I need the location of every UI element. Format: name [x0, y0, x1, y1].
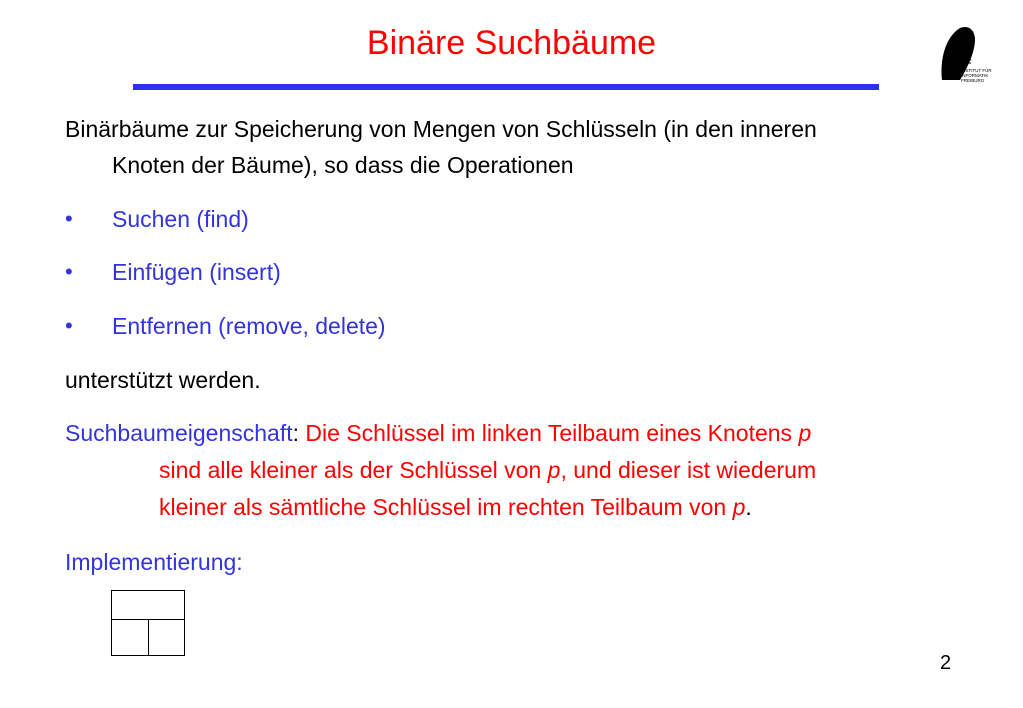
iif-logo: [930, 22, 1002, 84]
property-var-2: p: [547, 457, 561, 483]
property-colon: :: [292, 420, 299, 446]
logo-line-1: INSTITUT FÜR: [961, 68, 992, 73]
title-underline: [133, 84, 879, 90]
slide-title: Binäre Suchbäume: [366, 24, 657, 62]
property-line-1: [65, 416, 811, 450]
node-divider-vertical: [148, 619, 149, 655]
bullet-insert: Einfügen (insert): [112, 259, 281, 285]
property-var-3: p: [732, 494, 746, 520]
property-text-3: kleiner als sämtliche Schlüssel im rechten Teilbaum von: [159, 494, 733, 520]
supported-text: unterstützt werden.: [65, 367, 261, 393]
logo-line-2: INFORMATIK: [961, 73, 989, 78]
intro-line-2: Knoten der Bäume), so dass die Operationen: [112, 152, 574, 178]
property-text-2: sind alle kleiner als der Schlüssel von: [159, 457, 548, 483]
bullet-marker-1: •: [65, 206, 73, 231]
property-var-1: p: [798, 420, 812, 446]
bullet-marker-2: •: [65, 259, 73, 284]
node-structure-diagram: [111, 590, 185, 656]
intro-line-1: Binärbäume zur Speicherung von Mengen von Schlüsseln (in den inneren: [65, 116, 817, 142]
logo-line-3: FREIBURG: [961, 78, 985, 83]
bullet-find: Suchen (find): [112, 206, 249, 232]
property-line-3: [159, 490, 752, 524]
logo-abbrev: IIF: [961, 58, 972, 68]
bullet-remove: Entfernen (remove, delete): [112, 313, 386, 339]
property-label: Suchbaumeigenschaft: [65, 420, 293, 446]
property-rest-2: , und dieser ist wiederum: [560, 457, 817, 483]
property-text-1: Die Schlüssel im linken Teilbaum eines Knotens: [305, 420, 799, 446]
property-end-3: .: [745, 494, 752, 520]
bullet-marker-3: •: [65, 313, 73, 338]
implementation-label: Implementierung:: [65, 549, 243, 575]
property-line-2: [159, 453, 816, 487]
page-number: 2: [940, 652, 952, 674]
